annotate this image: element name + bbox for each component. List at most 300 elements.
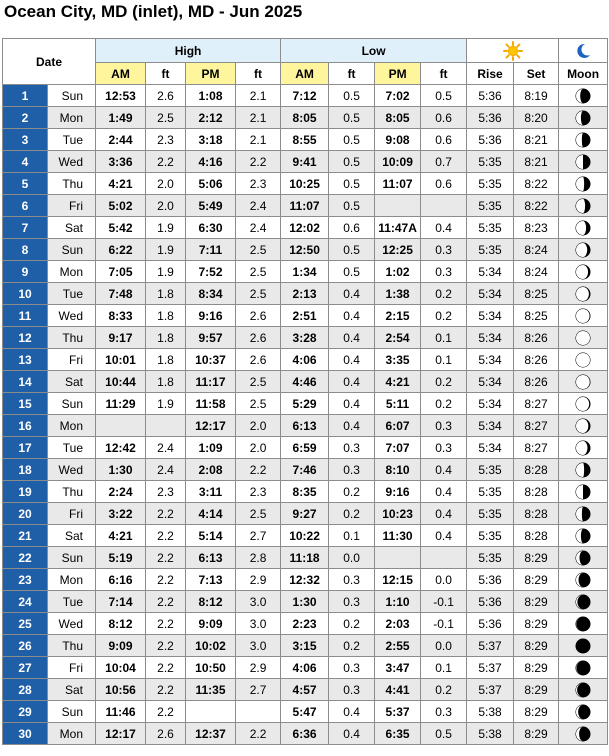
day-number-cell: 26: [3, 635, 48, 657]
low-am-height-cell: 0.3: [329, 657, 375, 679]
table-row: [3, 173, 608, 195]
low-pm-time-cell: 6:07: [375, 415, 421, 437]
low-am-height-cell: 0.5: [329, 129, 375, 151]
table-row: [3, 261, 608, 283]
low-am-height-cell: 0.1: [329, 525, 375, 547]
low-pm-time-cell: 2:15: [375, 305, 421, 327]
sunrise-cell: 5:34: [467, 349, 514, 371]
high-am-time-cell: 10:04: [96, 657, 146, 679]
high-pm-height-cell: 3.0: [236, 635, 281, 657]
low-pm-height-cell: 0.3: [421, 239, 467, 261]
sunset-cell: 8:29: [514, 591, 559, 613]
low-pm-height-cell: 0.1: [421, 327, 467, 349]
sunset-cell: 8:27: [514, 437, 559, 459]
low-am-height-cell: 0.4: [329, 415, 375, 437]
sunset-cell: 8:23: [514, 217, 559, 239]
high-am-height-cell: 2.0: [146, 195, 186, 217]
high-pm-time-cell: 3:18: [186, 129, 236, 151]
moon-phase-cell: [559, 393, 608, 415]
low-pm-height-cell: 0.2: [421, 305, 467, 327]
high-am-height-cell: 2.2: [146, 525, 186, 547]
table-row: [3, 481, 608, 503]
high-am-time-cell: 12:53: [96, 85, 146, 107]
day-number-cell: 24: [3, 591, 48, 613]
moon-phase-cell: [559, 85, 608, 107]
low-pm-time-cell: 10:23: [375, 503, 421, 525]
high-am-height-cell: 1.8: [146, 349, 186, 371]
high-pm-time-cell: 2:08: [186, 459, 236, 481]
high-am-time-cell: 9:17: [96, 327, 146, 349]
day-number-cell: 8: [3, 239, 48, 261]
low-tide-header: Low: [281, 39, 467, 63]
moon-phase-cell: [559, 107, 608, 129]
high-am-time-cell: 12:42: [96, 437, 146, 459]
high-pm-ft-header: ft: [236, 63, 281, 85]
high-am-time-cell: 1:49: [96, 107, 146, 129]
high-am-height-cell: 1.9: [146, 239, 186, 261]
high-am-time-cell: [96, 415, 146, 437]
high-am-time-cell: 5:02: [96, 195, 146, 217]
high-am-height-cell: 2.2: [146, 151, 186, 173]
low-am-height-cell: 0.2: [329, 503, 375, 525]
moon-phase-icon: [575, 462, 591, 478]
low-pm-time-cell: 8:05: [375, 107, 421, 129]
moon-phase-cell: [559, 415, 608, 437]
table-row: [3, 107, 608, 129]
high-pm-height-cell: 2.5: [236, 283, 281, 305]
moon-phase-icon: [575, 638, 591, 654]
low-pm-time-cell: [375, 547, 421, 569]
low-pm-time-cell: 12:15: [375, 569, 421, 591]
high-pm-time-cell: 9:09: [186, 613, 236, 635]
high-pm-height-cell: 2.3: [236, 481, 281, 503]
low-pm-height-cell: 0.6: [421, 129, 467, 151]
high-am-height-cell: 1.9: [146, 261, 186, 283]
sunset-cell: 8:26: [514, 371, 559, 393]
high-pm-height-cell: 2.7: [236, 679, 281, 701]
sunset-cell: 8:28: [514, 503, 559, 525]
weekday-cell: Fri: [48, 195, 96, 217]
sunrise-cell: 5:36: [467, 591, 514, 613]
high-pm-time-cell: 10:02: [186, 635, 236, 657]
moon-phase-cell: [559, 459, 608, 481]
high-am-time-cell: 6:22: [96, 239, 146, 261]
sunset-cell: 8:29: [514, 547, 559, 569]
low-am-time-cell: 7:46: [281, 459, 329, 481]
moon-phase-icon: [575, 572, 591, 588]
high-pm-time-cell: 5:14: [186, 525, 236, 547]
moon-phase-cell: [559, 569, 608, 591]
high-am-time-cell: 3:36: [96, 151, 146, 173]
moon-phase-cell: [559, 305, 608, 327]
high-pm-time-cell: 1:08: [186, 85, 236, 107]
weekday-cell: Wed: [48, 613, 96, 635]
moon-phase-icon: [575, 506, 591, 522]
high-pm-height-cell: 2.2: [236, 723, 281, 745]
sunset-cell: 8:28: [514, 459, 559, 481]
low-pm-height-cell: 0.3: [421, 415, 467, 437]
high-am-time-cell: 8:33: [96, 305, 146, 327]
high-am-height-cell: 2.4: [146, 437, 186, 459]
high-pm-time-cell: 8:12: [186, 591, 236, 613]
high-pm-height-cell: 2.0: [236, 437, 281, 459]
sunset-cell: 8:21: [514, 151, 559, 173]
high-am-time-cell: 5:19: [96, 547, 146, 569]
low-am-time-cell: 2:23: [281, 613, 329, 635]
low-pm-height-cell: 0.4: [421, 481, 467, 503]
low-am-height-cell: 0.4: [329, 327, 375, 349]
sunset-cell: 8:29: [514, 613, 559, 635]
high-pm-height-cell: 2.1: [236, 85, 281, 107]
moon-phase-cell: [559, 679, 608, 701]
weekday-cell: Thu: [48, 173, 96, 195]
high-pm-height-cell: 2.8: [236, 547, 281, 569]
high-pm-height-cell: 2.3: [236, 173, 281, 195]
high-am-height-cell: 2.5: [146, 107, 186, 129]
low-pm-time-cell: 3:35: [375, 349, 421, 371]
moon-phase-icon: [575, 220, 591, 236]
high-tide-header: High: [96, 39, 281, 63]
low-pm-height-cell: 0.3: [421, 701, 467, 723]
low-pm-time-cell: 9:16: [375, 481, 421, 503]
low-am-time-cell: 7:12: [281, 85, 329, 107]
low-am-time-cell: 4:06: [281, 657, 329, 679]
sunrise-cell: 5:36: [467, 85, 514, 107]
moon-phase-cell: [559, 701, 608, 723]
moon-phase-icon: [575, 550, 591, 566]
weekday-cell: Fri: [48, 657, 96, 679]
weekday-cell: Mon: [48, 107, 96, 129]
day-number-cell: 16: [3, 415, 48, 437]
table-row: [3, 305, 608, 327]
moon-phase-cell: [559, 217, 608, 239]
moon-phase-cell: [559, 635, 608, 657]
weekday-cell: Sun: [48, 393, 96, 415]
high-am-height-cell: 2.2: [146, 679, 186, 701]
high-pm-height-cell: 2.6: [236, 349, 281, 371]
weekday-cell: Wed: [48, 305, 96, 327]
page-title: Ocean City, MD (inlet), MD - Jun 2025: [4, 2, 303, 21]
moon-phase-cell: [559, 437, 608, 459]
tide-rows: [3, 85, 608, 745]
high-pm-height-cell: 2.6: [236, 305, 281, 327]
high-am-time-cell: 12:17: [96, 723, 146, 745]
low-am-time-cell: 5:47: [281, 701, 329, 723]
table-row: [3, 151, 608, 173]
low-am-height-cell: 0.2: [329, 635, 375, 657]
moon-phase-cell: [559, 239, 608, 261]
high-am-height-cell: 2.2: [146, 613, 186, 635]
high-pm-time-cell: 3:11: [186, 481, 236, 503]
sunset-cell: 8:28: [514, 525, 559, 547]
low-pm-time-cell: 7:02: [375, 85, 421, 107]
low-pm-ft-header: ft: [421, 63, 467, 85]
low-am-time-cell: 6:36: [281, 723, 329, 745]
weekday-cell: Sun: [48, 547, 96, 569]
high-pm-time-cell: 6:13: [186, 547, 236, 569]
sunrise-cell: 5:35: [467, 239, 514, 261]
high-pm-time-cell: 9:16: [186, 305, 236, 327]
day-number-cell: 29: [3, 701, 48, 723]
high-pm-height-cell: 2.1: [236, 107, 281, 129]
low-am-time-cell: 10:25: [281, 173, 329, 195]
low-pm-height-cell: 0.5: [421, 85, 467, 107]
weekday-cell: Tue: [48, 129, 96, 151]
low-am-height-cell: 0.3: [329, 437, 375, 459]
high-pm-time-cell: 10:37: [186, 349, 236, 371]
high-am-height-cell: 2.4: [146, 459, 186, 481]
sunset-cell: 8:22: [514, 173, 559, 195]
moon-phase-icon: [575, 352, 591, 368]
low-pm-height-cell: [421, 195, 467, 217]
sunrise-header: Rise: [467, 63, 514, 85]
high-pm-time-cell: 11:17: [186, 371, 236, 393]
low-am-time-cell: 11:07: [281, 195, 329, 217]
high-am-time-cell: 7:14: [96, 591, 146, 613]
sunrise-cell: 5:34: [467, 371, 514, 393]
sunrise-cell: 5:38: [467, 723, 514, 745]
moon-phase-cell: [559, 261, 608, 283]
low-pm-height-cell: 0.6: [421, 173, 467, 195]
high-pm-height-cell: 2.5: [236, 261, 281, 283]
low-pm-height-cell: 0.5: [421, 723, 467, 745]
high-pm-height-cell: [236, 701, 281, 723]
high-am-height-cell: 2.6: [146, 85, 186, 107]
sunrise-cell: 5:36: [467, 107, 514, 129]
sunset-cell: 8:22: [514, 195, 559, 217]
sunset-cell: 8:24: [514, 261, 559, 283]
low-pm-time-cell: 1:38: [375, 283, 421, 305]
high-pm-time-cell: [186, 701, 236, 723]
sunrise-cell: 5:36: [467, 613, 514, 635]
low-am-time-cell: 2:13: [281, 283, 329, 305]
table-row: [3, 657, 608, 679]
moon-phase-cell: [559, 525, 608, 547]
sunrise-cell: 5:35: [467, 151, 514, 173]
moon-phase-cell: [559, 151, 608, 173]
moon-phase-icon: [575, 242, 591, 258]
low-pm-time-cell: 1:10: [375, 591, 421, 613]
weekday-cell: Sat: [48, 371, 96, 393]
moon-phase-icon: [575, 132, 591, 148]
low-pm-height-cell: 0.4: [421, 525, 467, 547]
low-pm-time-cell: 4:41: [375, 679, 421, 701]
sunset-cell: 8:19: [514, 85, 559, 107]
weekday-cell: Wed: [48, 459, 96, 481]
weekday-cell: Sun: [48, 701, 96, 723]
low-pm-header: PM: [375, 63, 421, 85]
high-am-time-cell: 11:29: [96, 393, 146, 415]
moon-phase-icon: [575, 198, 591, 214]
high-pm-height-cell: 3.0: [236, 591, 281, 613]
low-am-height-cell: 0.4: [329, 349, 375, 371]
high-am-height-cell: 1.9: [146, 393, 186, 415]
low-am-height-cell: 0.3: [329, 459, 375, 481]
low-am-height-cell: 0.4: [329, 371, 375, 393]
sunrise-cell: 5:35: [467, 481, 514, 503]
low-am-height-cell: 0.5: [329, 239, 375, 261]
table-row: [3, 283, 608, 305]
sunset-cell: 8:25: [514, 305, 559, 327]
high-am-height-cell: 2.3: [146, 129, 186, 151]
low-pm-time-cell: 9:08: [375, 129, 421, 151]
table-row: [3, 547, 608, 569]
moon-phase-cell: [559, 349, 608, 371]
high-pm-time-cell: 2:12: [186, 107, 236, 129]
low-am-time-cell: 11:18: [281, 547, 329, 569]
moon-phase-icon: [575, 396, 591, 412]
high-am-time-cell: 10:56: [96, 679, 146, 701]
sun-icon: [503, 41, 523, 61]
weekday-cell: Mon: [48, 569, 96, 591]
day-number-cell: 10: [3, 283, 48, 305]
sunrise-cell: 5:37: [467, 679, 514, 701]
moon-phase-icon: [575, 528, 591, 544]
crescent-moon-icon: [574, 42, 592, 60]
high-pm-height-cell: 2.9: [236, 569, 281, 591]
low-pm-height-cell: 0.1: [421, 657, 467, 679]
day-number-cell: 20: [3, 503, 48, 525]
high-pm-time-cell: 12:37: [186, 723, 236, 745]
high-am-time-cell: 7:05: [96, 261, 146, 283]
moon-phase-cell: [559, 481, 608, 503]
weekday-cell: Thu: [48, 327, 96, 349]
high-pm-height-cell: 2.0: [236, 415, 281, 437]
sunrise-cell: 5:38: [467, 701, 514, 723]
low-am-time-cell: 3:15: [281, 635, 329, 657]
low-pm-height-cell: 0.7: [421, 151, 467, 173]
weekday-cell: Fri: [48, 503, 96, 525]
table-row: [3, 371, 608, 393]
table-row: [3, 701, 608, 723]
high-am-height-cell: 2.2: [146, 547, 186, 569]
low-pm-height-cell: -0.1: [421, 613, 467, 635]
sunset-cell: 8:29: [514, 635, 559, 657]
high-pm-time-cell: 11:58: [186, 393, 236, 415]
low-am-height-cell: 0.4: [329, 723, 375, 745]
table-row: [3, 591, 608, 613]
sunset-cell: 8:26: [514, 327, 559, 349]
low-am-time-cell: 3:28: [281, 327, 329, 349]
high-am-time-cell: 11:46: [96, 701, 146, 723]
moon-phase-icon: [575, 616, 591, 632]
low-am-time-cell: 6:13: [281, 415, 329, 437]
sunrise-cell: 5:35: [467, 503, 514, 525]
low-am-ft-header: ft: [329, 63, 375, 85]
high-pm-time-cell: 1:09: [186, 437, 236, 459]
low-pm-height-cell: 0.2: [421, 393, 467, 415]
sunrise-cell: 5:34: [467, 415, 514, 437]
moon-phase-icon: [575, 88, 591, 104]
sunset-cell: 8:21: [514, 129, 559, 151]
high-pm-time-cell: 7:13: [186, 569, 236, 591]
moon-phase-cell: [559, 657, 608, 679]
day-number-cell: 15: [3, 393, 48, 415]
moon-phase-cell: [559, 327, 608, 349]
sunset-cell: 8:27: [514, 393, 559, 415]
low-pm-time-cell: 3:47: [375, 657, 421, 679]
sunrise-cell: 5:37: [467, 635, 514, 657]
low-pm-height-cell: 0.3: [421, 437, 467, 459]
low-am-time-cell: 4:06: [281, 349, 329, 371]
low-am-time-cell: 8:55: [281, 129, 329, 151]
day-number-cell: 17: [3, 437, 48, 459]
moon-phase-cell: [559, 723, 608, 745]
sunrise-cell: 5:34: [467, 261, 514, 283]
table-row: [3, 613, 608, 635]
high-am-height-cell: 2.2: [146, 701, 186, 723]
low-pm-time-cell: 1:02: [375, 261, 421, 283]
weekday-cell: Sun: [48, 85, 96, 107]
weekday-cell: Sat: [48, 525, 96, 547]
moon-phase-cell: [559, 613, 608, 635]
high-am-time-cell: 5:42: [96, 217, 146, 239]
sunset-cell: 8:28: [514, 481, 559, 503]
day-number-cell: 25: [3, 613, 48, 635]
high-pm-time-cell: 6:30: [186, 217, 236, 239]
high-pm-height-cell: 2.4: [236, 195, 281, 217]
day-number-cell: 27: [3, 657, 48, 679]
high-am-height-cell: 1.8: [146, 371, 186, 393]
sunrise-cell: 5:35: [467, 525, 514, 547]
high-am-time-cell: 4:21: [96, 525, 146, 547]
low-pm-height-cell: 0.1: [421, 349, 467, 371]
moon-header: [559, 39, 608, 63]
low-pm-height-cell: [421, 547, 467, 569]
sunset-cell: 8:25: [514, 283, 559, 305]
low-pm-time-cell: 2:55: [375, 635, 421, 657]
moon-phase-icon: [575, 330, 591, 346]
sunrise-cell: 5:34: [467, 305, 514, 327]
sunrise-cell: 5:35: [467, 547, 514, 569]
moon-phase-cell: [559, 503, 608, 525]
moon-phase-icon: [575, 660, 591, 676]
day-number-cell: 21: [3, 525, 48, 547]
high-am-time-cell: 6:16: [96, 569, 146, 591]
low-pm-height-cell: 0.2: [421, 679, 467, 701]
day-number-cell: 11: [3, 305, 48, 327]
high-pm-height-cell: 2.9: [236, 657, 281, 679]
high-pm-height-cell: 3.0: [236, 613, 281, 635]
high-pm-time-cell: 5:06: [186, 173, 236, 195]
weekday-cell: Sun: [48, 239, 96, 261]
high-pm-time-cell: 7:52: [186, 261, 236, 283]
high-am-time-cell: 9:09: [96, 635, 146, 657]
high-am-time-cell: 2:44: [96, 129, 146, 151]
moon-phase-icon: [575, 110, 591, 126]
high-pm-height-cell: 2.5: [236, 371, 281, 393]
high-am-time-cell: 3:22: [96, 503, 146, 525]
high-am-height-cell: 2.2: [146, 569, 186, 591]
high-pm-height-cell: 2.5: [236, 393, 281, 415]
high-pm-height-cell: 2.5: [236, 503, 281, 525]
table-row: [3, 129, 608, 151]
low-am-height-cell: 0.5: [329, 85, 375, 107]
high-am-header: AM: [96, 63, 146, 85]
high-pm-time-cell: 7:11: [186, 239, 236, 261]
weekday-cell: Thu: [48, 635, 96, 657]
day-number-cell: 1: [3, 85, 48, 107]
weekday-cell: Wed: [48, 151, 96, 173]
low-pm-height-cell: 0.4: [421, 217, 467, 239]
moon-phase-cell: [559, 195, 608, 217]
high-pm-time-cell: 10:50: [186, 657, 236, 679]
low-am-time-cell: 9:41: [281, 151, 329, 173]
low-am-height-cell: 0.5: [329, 261, 375, 283]
low-pm-time-cell: 2:03: [375, 613, 421, 635]
sunset-cell: 8:29: [514, 569, 559, 591]
low-am-time-cell: 4:57: [281, 679, 329, 701]
